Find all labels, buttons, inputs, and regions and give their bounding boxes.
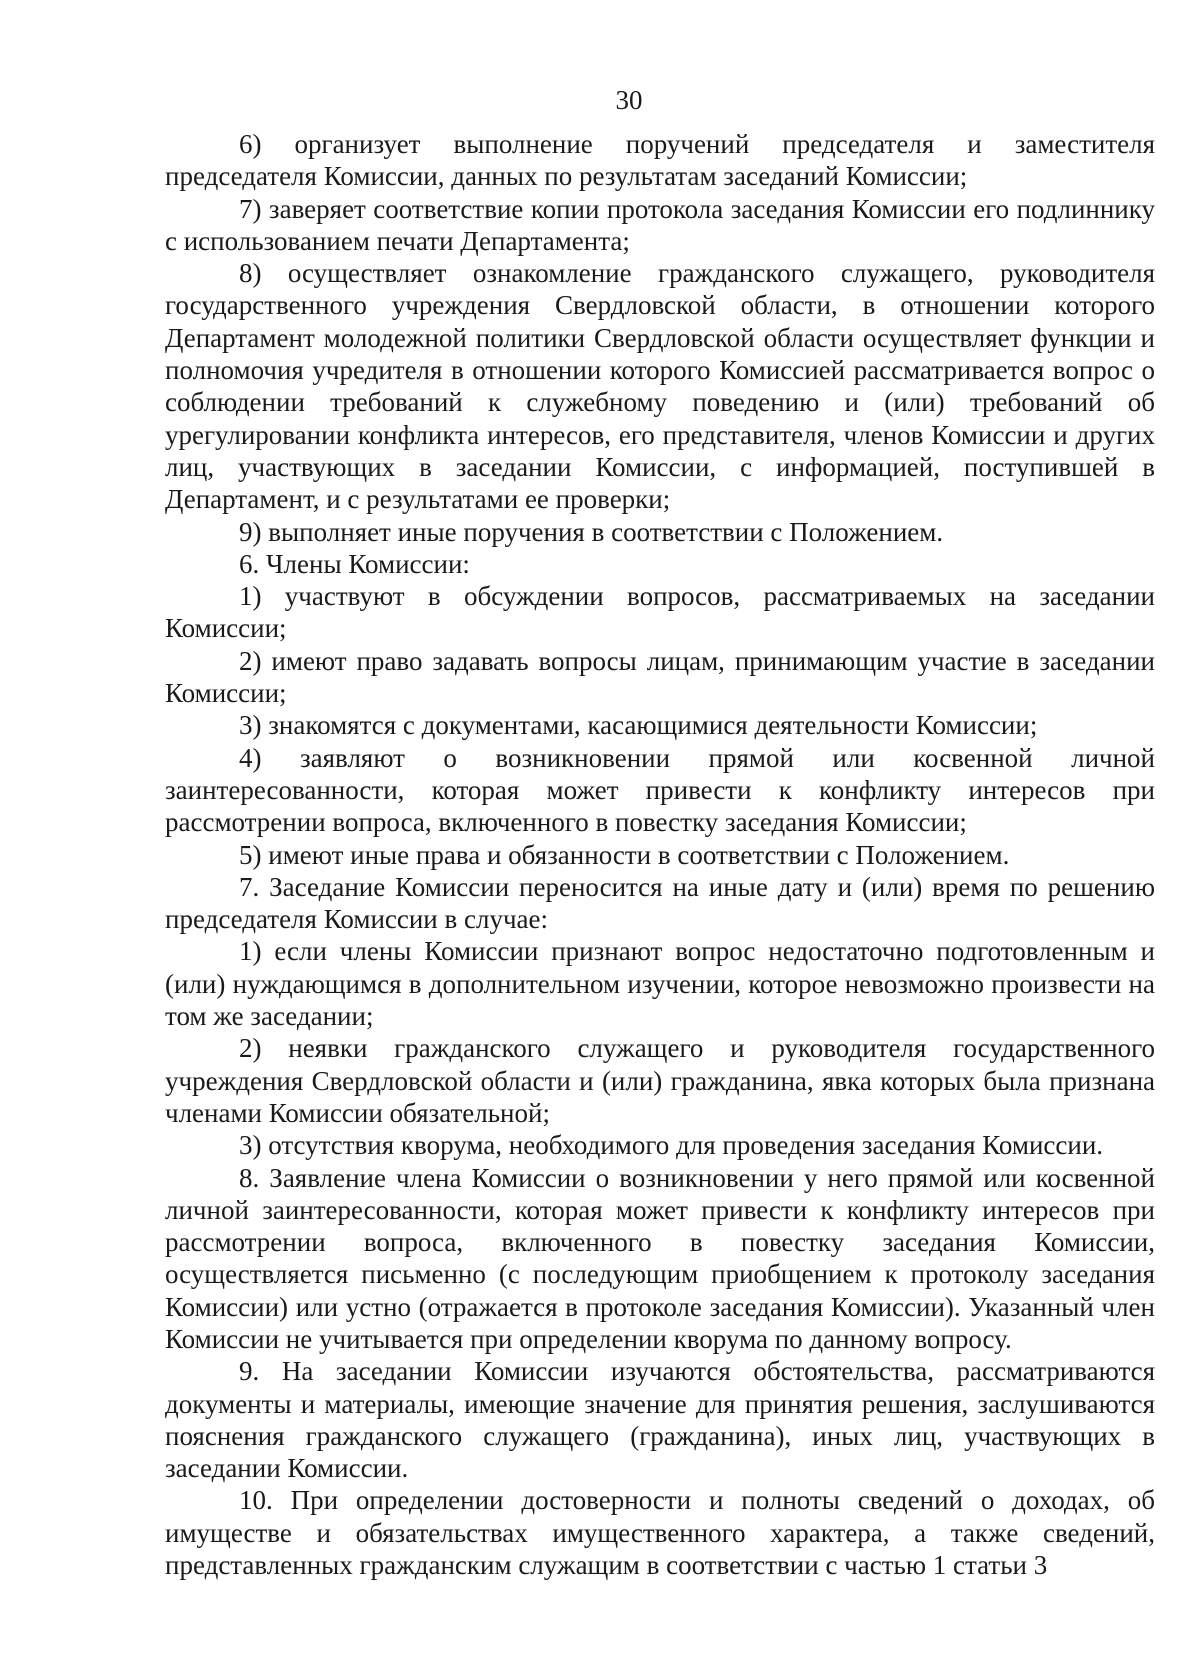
- paragraph-6-item-9: 9) выполняет иные поручения в соответствии с Положением.: [239, 516, 944, 547]
- document-body: [165, 128, 1155, 1581]
- section-7-item-1: 1) если члены Комиссии признают вопрос недостаточно подготовленным и (или) нуждающимся в дополнительном изучении, которое невозможно произвести на том же заседании;: [165, 936, 1155, 1032]
- section-6-item-2: 2) имеют право задавать вопросы лицам, принимающим участие в заседании Комиссии;: [165, 645, 1155, 709]
- page-number: 30: [615, 85, 643, 115]
- section-6-item-4: 4) заявляют о возникновении прямой или косвенной личной заинтересованности, которая может привести к конфликту интересов при рассмотрении вопроса, включенного в повестку заседания Комиссии;: [165, 742, 1155, 838]
- paragraph-6-item-6: 6) организует выполнение поручений председателя и заместителя председателя Комиссии, данных по результатам заседаний Комиссии;: [165, 129, 1155, 192]
- section-7-item-2: 2) неявки гражданского служащего и руководителя государственного учреждения Свердловской области и (или) гражданина, явка которых была признана членами Комиссии обязательной;: [165, 1033, 1155, 1128]
- section-6-item-5: 5) имеют иные права и обязанности в соответствии с Положением.: [239, 839, 1010, 870]
- section-6-heading: 6. Члены Комиссии:: [239, 548, 470, 579]
- section-6-item-1: 1) участвуют в обсуждении вопросов, рассматриваемых на заседании Комиссии;: [165, 581, 1155, 644]
- paragraph-6-item-7: 7) заверяет соответствие копии протокола заседания Комиссии его подлиннику с использованием печати Департамента;: [165, 193, 1155, 256]
- section-7-item-3: 3) отсутствия кворума, необходимого для проведения заседания Комиссии.: [239, 1130, 1104, 1161]
- section-9: 9. На заседании Комиссии изучаются обстоятельства, рассматриваются документы и материалы, имеющие значение для принятия решения, заслушиваются пояснения гражданского служащего (гражданина), иных лиц, участвующих в заседании Комиссии.: [165, 1356, 1155, 1484]
- section-8: 8. Заявление члена Комиссии о возникновении у него прямой или косвенной личной заинтересованности, которая может привести к конфликту интересов при рассмотрении вопроса, включенного в повестку заседания Комиссии, осуществляется письменно (с последующим приобщением к протоколу заседания Комиссии) или устно (отражается в протоколе заседания Комиссии). Указанный член Комиссии не учитывается при определении кворума по данному вопросу.: [165, 1162, 1155, 1354]
- paragraph-6-item-8: 8) осуществляет ознакомление гражданского служащего, руководителя государственного учреждения Свердловской области, в отношении которого Департамент молодежной политики Свердловской области осуществляет функции и полномочия учредителя в отношении которого Комиссией рассматривается вопрос о соблюдении требований к служебному поведению и (или) требований об урегулировании конфликта интересов, его представителя, членов Комиссии и других лиц, участвующих в заседании Комиссии, с информацией, поступившей в Департамент, и с результатами ее проверки;: [165, 258, 1155, 515]
- section-7-heading: 7. Заседание Комиссии переносится на иные дату и (или) время по решению председателя Комиссии в случае:: [165, 871, 1155, 935]
- section-6-item-3: 3) знакомятся с документами, касающимися деятельности Комиссии;: [239, 710, 1038, 741]
- section-10: 10. При определении достоверности и полноты сведений о доходах, об имуществе и обязательствах имущественного характера, а также сведений, представленных гражданским служащим в соответствии с частью 1 статьи 3: [165, 1485, 1155, 1581]
